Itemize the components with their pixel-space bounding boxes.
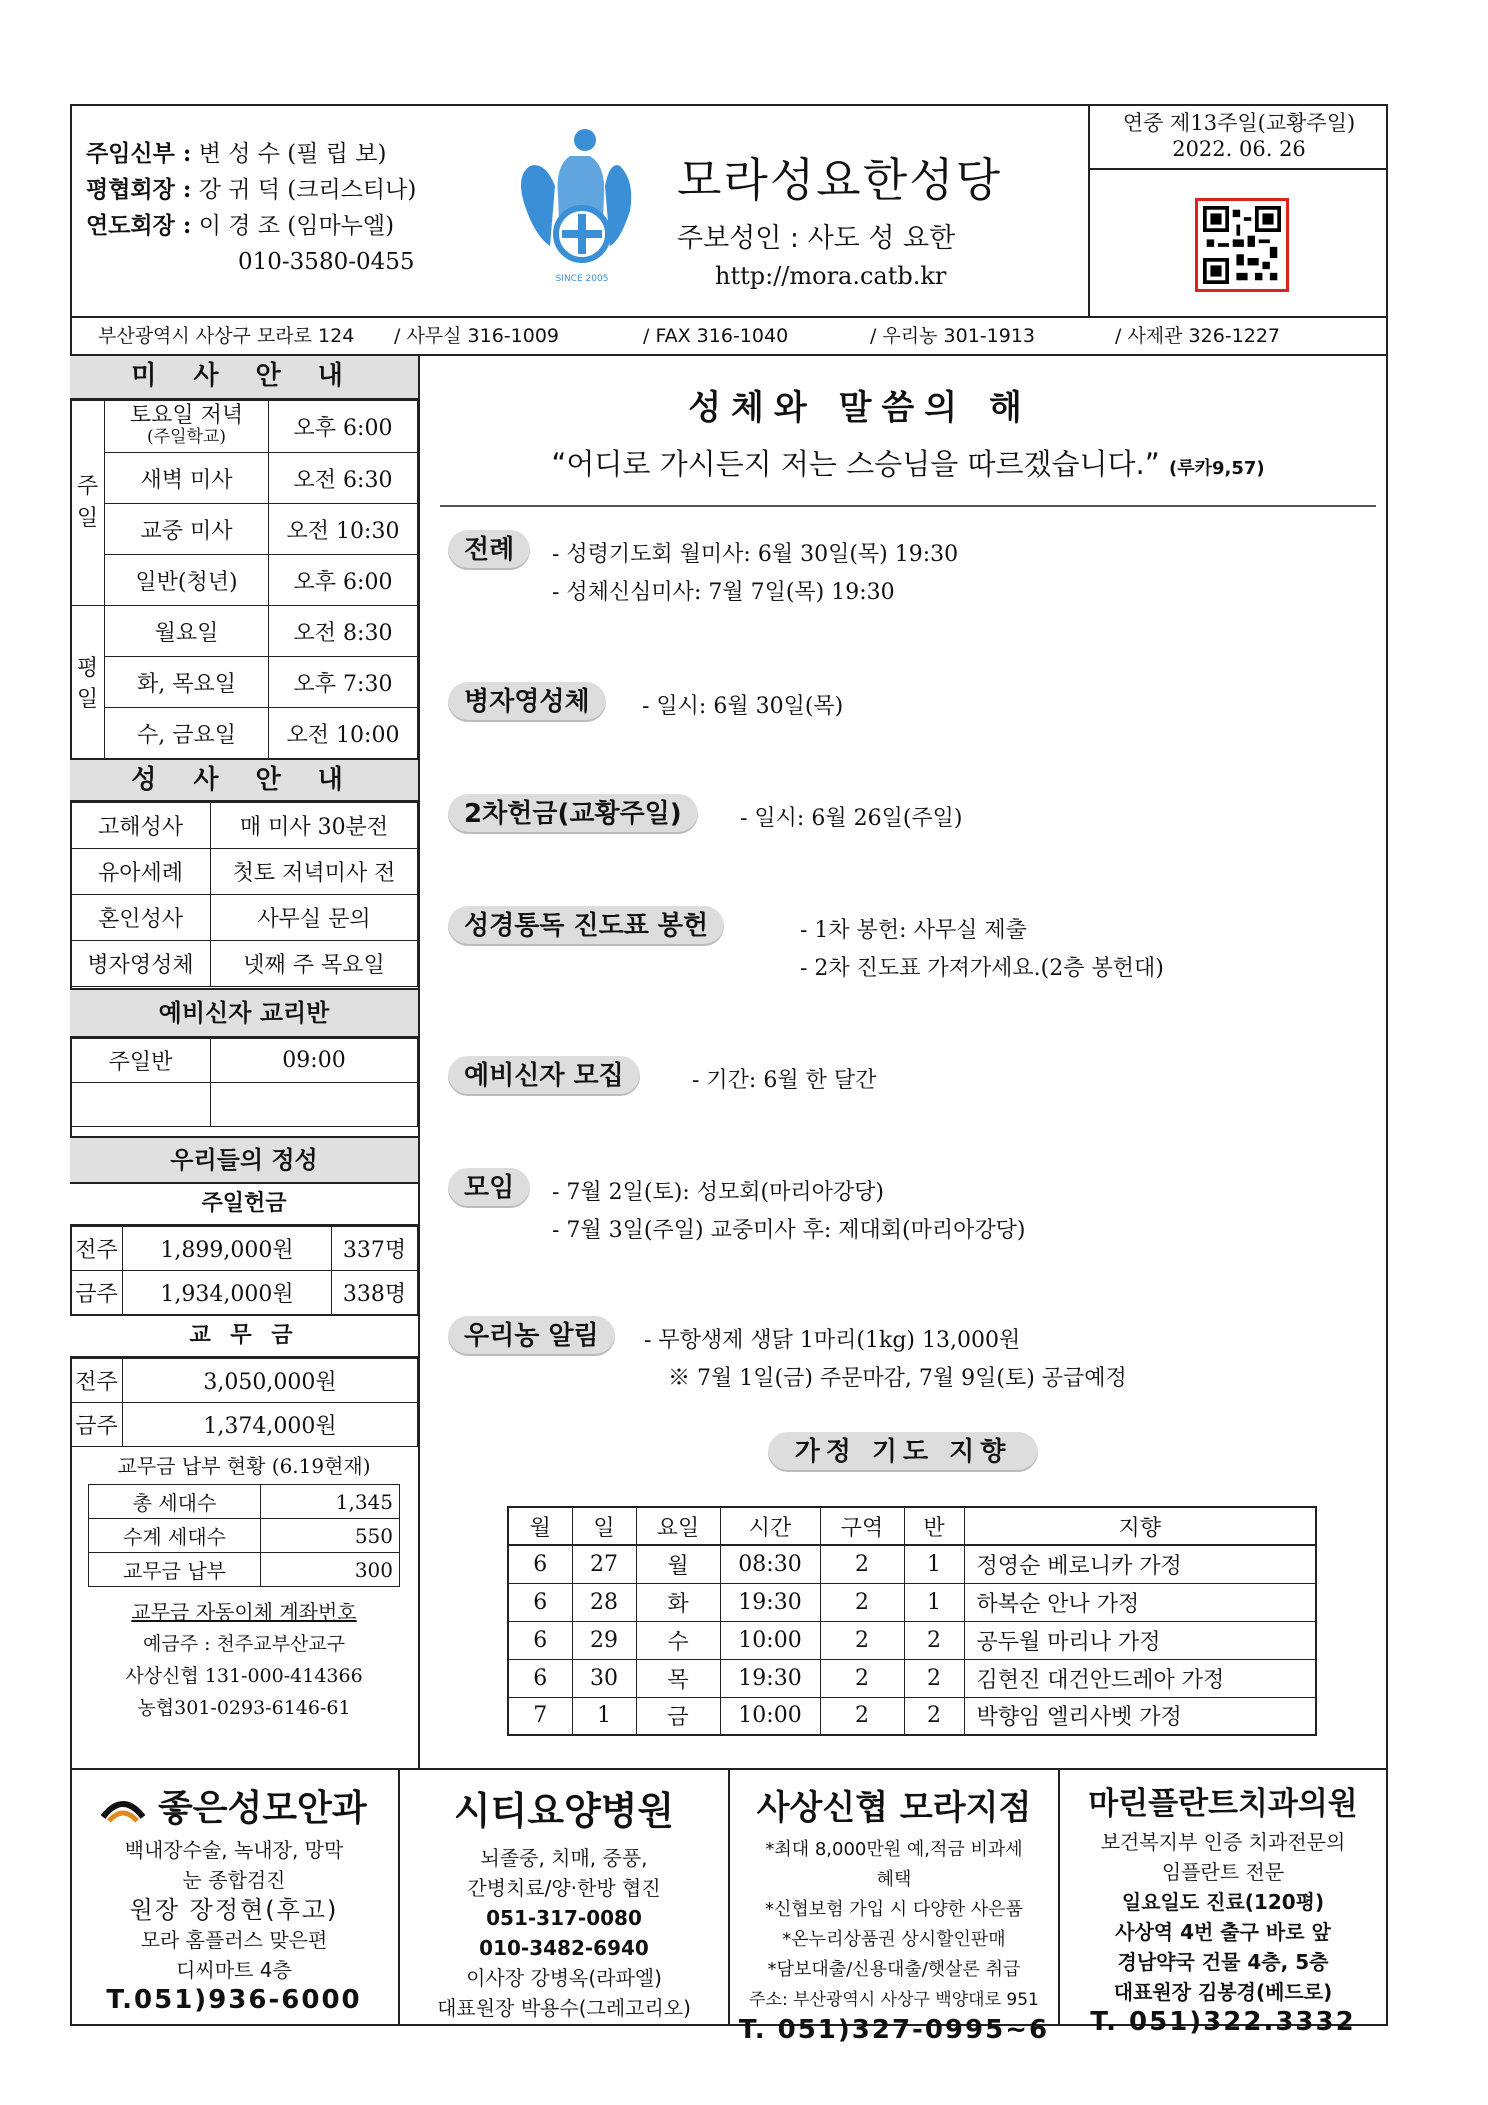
catechumen-section-title: 예비신자 교리반 — [70, 988, 418, 1038]
status-value: 550 — [261, 1519, 400, 1553]
catechumen-table — [70, 1038, 418, 1127]
cell: 2 — [820, 1659, 904, 1697]
cell: 박향임 엘리사벳 가정 — [964, 1697, 1316, 1735]
quote-text: “어디로 가시든지 저는 스승님을 따르겠습니다.” — [551, 447, 1160, 481]
dues-status-title: 교무금 납부 현황 (6.19현재) — [117, 1454, 371, 1478]
cell: 7 — [508, 1697, 572, 1735]
col-month: 월 — [508, 1507, 572, 1545]
catechumen-time — [211, 1083, 418, 1127]
col-district: 구역 — [820, 1507, 904, 1545]
mass-time: 오전 10:00 — [269, 708, 418, 759]
col-weekday: 요일 — [636, 1507, 720, 1545]
col-time: 시간 — [720, 1507, 820, 1545]
mass-time: 오후 6:00 — [269, 555, 418, 606]
notice-label-bible-reading: 성경통독 진도표 봉헌 — [448, 906, 724, 946]
notice-line: - 7월 2일(토): 성모회(마리아강당) — [552, 1180, 884, 1205]
cell: 금 — [636, 1697, 720, 1735]
notice-line: - 1차 봉헌: 사무실 제출 — [800, 918, 1027, 943]
title-divider — [440, 505, 1376, 507]
status-value: 1,345 — [261, 1485, 400, 1519]
mass-name: 일반(청년) — [105, 555, 269, 606]
notice-label-meetings: 모임 — [448, 1168, 530, 1208]
ad-line: *온누리상품권 상시할인판매 — [782, 1929, 1006, 1950]
account-title: 교무금 자동이체 계좌번호 — [131, 1600, 357, 1624]
cell: 6 — [508, 1659, 572, 1697]
ad-title: 사상신협 모라지점 — [756, 1788, 1032, 1828]
ad-phone: T. 051)322.3332 — [1090, 2007, 1356, 2037]
notice-line: - 성령기도회 월미사: 6월 30일(목) 19:30 — [552, 542, 959, 567]
ad-dental-clinic — [1060, 1770, 1386, 2037]
ad-line: 보건복지부 인증 치과전문의 — [1100, 1830, 1346, 1854]
cell: 28 — [572, 1583, 636, 1621]
quote-reference: (루카9,57) — [1168, 458, 1265, 479]
cell: 2 — [904, 1697, 964, 1735]
ads-footer — [70, 1768, 1388, 2045]
cell: 1 — [904, 1583, 964, 1621]
catechumen-class: 주일반 — [71, 1039, 211, 1083]
sacrament-info: 넷째 주 목요일 — [211, 941, 418, 987]
notice-line: - 성체신심미사: 7월 7일(목) 19:30 — [552, 580, 895, 605]
ad-line: 간병치료/양·한방 협진 — [467, 1876, 661, 1900]
account-lines — [70, 1628, 418, 1724]
date-box — [1088, 104, 1388, 318]
sacrament-section-title: 성 사 안 내 — [70, 758, 418, 802]
offering-count: 337명 — [332, 1227, 418, 1271]
ad-title: 좋은성모안과 — [70, 1780, 398, 1831]
ad-line: 원장 장정현(후고) — [129, 1896, 339, 1924]
account-shinhyup: 사상신협 131-000-414366 — [125, 1665, 363, 1687]
mass-name: 월요일 — [105, 606, 269, 657]
notice-line: - 무항생제 생닭 1마리(1kg) 13,000원 — [644, 1328, 1021, 1353]
notice-line: - 기간: 6월 한 달간 — [692, 1068, 877, 1093]
cell: 2 — [820, 1621, 904, 1659]
cell: 08:30 — [720, 1545, 820, 1583]
cell: 19:30 — [720, 1583, 820, 1621]
urinong-phone: / 우리농 301-1913 — [870, 325, 1036, 347]
cell: 6 — [508, 1545, 572, 1583]
ad-line: 주소: 부산광역시 사상구 백양대로 951 — [749, 1990, 1039, 2010]
sacrament-info: 사무실 문의 — [211, 895, 418, 941]
prayer-intention-table — [507, 1506, 1317, 1736]
parish-url[interactable]: http://mora.catb.kr — [715, 262, 947, 290]
status-label: 총 세대수 — [89, 1485, 261, 1519]
ad-line: 일요일도 진료(120평) — [1121, 1890, 1325, 1914]
ad-line: 임플란트 전문 — [1161, 1860, 1285, 1884]
ad-line: 뇌졸중, 치매, 중풍, — [480, 1846, 648, 1870]
ad-line: 디씨마트 4층 — [176, 1958, 292, 1982]
week-name: 연중 제13주일(교황주일) — [1122, 111, 1356, 135]
cell: 29 — [572, 1621, 636, 1659]
catechumen-time: 09:00 — [211, 1039, 418, 1083]
ad-line: 대표원장 김봉경(베드로) — [1113, 1980, 1333, 2004]
dues-amount: 3,050,000원 — [123, 1359, 418, 1403]
cell: 정영순 베로니카 가정 — [964, 1545, 1316, 1583]
staff-council-head: 평협회장 : 강 귀 덕 (크리스티나) — [86, 176, 417, 203]
table-row — [508, 1583, 1316, 1621]
ad-line: 경남약국 건물 4층, 5층 — [1117, 1950, 1329, 1974]
ad-phone: T.051)936-6000 — [106, 1985, 362, 2015]
staff-priest: 주임신부 : 변 성 수 (필 립 보) — [86, 140, 387, 167]
staff-prayer-head: 연도회장 : 이 경 조 (임마누엘) — [86, 212, 395, 239]
rectory-phone: / 사제관 326-1227 — [1115, 325, 1281, 347]
ad-line: 010-3482-6940 — [479, 1936, 649, 1960]
offering-count: 338명 — [332, 1271, 418, 1315]
mass-name: 토요일 저녁 (주일학교) — [105, 401, 269, 453]
dues-status-table — [88, 1484, 400, 1587]
account-nonghyup: 농협301-0293-6146-61 — [137, 1697, 351, 1719]
sacrament-table — [70, 802, 418, 987]
sacrament-name: 고해성사 — [71, 803, 211, 849]
sacrament-name: 유아세례 — [71, 849, 211, 895]
status-label: 교무금 납부 — [89, 1553, 261, 1587]
cell: 월 — [636, 1545, 720, 1583]
cell: 2 — [820, 1697, 904, 1735]
cell: 19:30 — [720, 1659, 820, 1697]
cell: 27 — [572, 1545, 636, 1583]
catechumen-class — [71, 1083, 211, 1127]
mass-time: 오전 10:30 — [269, 504, 418, 555]
offering-amount: 1,934,000원 — [123, 1271, 332, 1315]
cell: 10:00 — [720, 1621, 820, 1659]
ad-line: 모라 홈플러스 맞은편 — [140, 1928, 328, 1952]
dues-week: 금주 — [71, 1403, 123, 1447]
ad-credit-union — [730, 1770, 1060, 2045]
office-phone: / 사무실 316-1009 — [394, 325, 560, 347]
sacrament-info: 첫토 저녁미사 전 — [211, 849, 418, 895]
ad-line: 혜택 — [876, 1869, 912, 1890]
prayer-intention-title: 가정 기도 지향 — [768, 1432, 1038, 1472]
cell: 화 — [636, 1583, 720, 1621]
ad-line: 눈 종합검진 — [182, 1868, 286, 1892]
sunday-offering-title: 주일헌금 — [70, 1182, 418, 1226]
mass-time: 오전 8:30 — [269, 606, 418, 657]
col-intention: 지향 — [964, 1507, 1316, 1545]
left-column — [70, 356, 420, 1768]
offering-section-title: 우리들의 정성 — [70, 1136, 418, 1184]
qr-code-icon[interactable] — [1195, 198, 1289, 292]
patron-saint: 주보성인 : 사도 성 요한 — [677, 223, 956, 254]
ad-phone: T. 051)327-0995~6 — [738, 2015, 1050, 2045]
notice-label-sick-communion: 병자영성체 — [448, 682, 606, 722]
cell: 김현진 대건안드레아 가정 — [964, 1659, 1316, 1697]
dues-amount: 1,374,000원 — [123, 1403, 418, 1447]
weekday-label: 평 일 — [71, 606, 105, 759]
account-holder: 예금주 : 천주교부산교구 — [142, 1633, 346, 1655]
notice-label-liturgy: 전례 — [448, 530, 530, 570]
sacrament-info: 매 미사 30분전 — [211, 803, 418, 849]
ad-title: 시티요양병원 — [453, 1789, 675, 1833]
cell: 2 — [820, 1583, 904, 1621]
mass-time: 오후 6:00 — [269, 401, 418, 453]
notice-line: ※ 7월 1일(금) 주문마감, 7월 9일(토) 공급예정 — [668, 1366, 1127, 1391]
year-title: 성체와 말씀의 해 — [688, 388, 1032, 428]
table-row — [508, 1545, 1316, 1583]
staff-list — [86, 136, 416, 280]
notice-label-catechumen-recruit: 예비신자 모집 — [448, 1056, 640, 1096]
table-row — [508, 1697, 1316, 1735]
col-group: 반 — [904, 1507, 964, 1545]
staff-phone: 010-3580-0455 — [238, 249, 415, 275]
notice-label-second-collection: 2차헌금(교황주일) — [448, 794, 698, 834]
ad-line: 사상역 4번 출구 바로 앞 — [1115, 1920, 1331, 1944]
sacrament-name: 혼인성사 — [71, 895, 211, 941]
parish-name: 모라성요한성당 — [677, 153, 1003, 207]
parish-logo-icon — [510, 126, 650, 286]
status-value: 300 — [261, 1553, 400, 1587]
mass-name: 교중 미사 — [105, 504, 269, 555]
mass-section-title: 미 사 안 내 — [70, 356, 418, 400]
cell: 2 — [820, 1545, 904, 1583]
cell: 30 — [572, 1659, 636, 1697]
ad-line: *최대 8,000만원 예,적금 비과세 — [765, 1839, 1023, 1860]
mass-time: 오전 6:30 — [269, 453, 418, 504]
status-label: 수계 세대수 — [89, 1519, 261, 1553]
cell: 1 — [904, 1545, 964, 1583]
dues-title: 교 무 금 — [70, 1314, 418, 1358]
ad-line: 대표원장 박용수(그레고리오) — [437, 1996, 691, 2020]
eye-logo-icon — [101, 1795, 145, 1825]
ad-line: *신협보험 가입 시 다양한 사은품 — [765, 1899, 1023, 1920]
ad-line: *담보대출/신용대출/햇살론 취급 — [767, 1959, 1021, 1980]
notice-line: - 일시: 6월 30일(목) — [642, 694, 844, 719]
mass-name: 수, 금요일 — [105, 708, 269, 759]
cell: 1 — [572, 1697, 636, 1735]
cell: 2 — [904, 1659, 964, 1697]
address-bar — [70, 318, 1388, 356]
cell: 6 — [508, 1621, 572, 1659]
cell: 하복순 안나 가정 — [964, 1583, 1316, 1621]
scripture-quote — [440, 442, 1376, 483]
sacrament-name: 병자영성체 — [71, 941, 211, 987]
cell: 6 — [508, 1583, 572, 1621]
logo-since-text: SINCE 2005 — [555, 274, 609, 284]
liturgical-week — [1090, 104, 1388, 170]
fax: / FAX 316-1040 — [643, 325, 789, 347]
offering-week: 전주 — [71, 1227, 123, 1271]
ad-nursing-hospital — [400, 1770, 730, 2026]
sunday-label: 주 일 — [71, 401, 105, 606]
notice-line: - 7월 3일(주일) 교중미사 후: 제대회(마리아강당) — [552, 1218, 1026, 1243]
ad-line: 051-317-0080 — [486, 1906, 642, 1930]
cell: 수 — [636, 1621, 720, 1659]
notice-label-urinong: 우리농 알림 — [448, 1316, 615, 1356]
table-row — [508, 1659, 1316, 1697]
mass-time: 오후 7:30 — [269, 657, 418, 708]
cell: 공두월 마리나 가정 — [964, 1621, 1316, 1659]
bulletin-date: 2022. 06. 26 — [1172, 137, 1306, 161]
col-day: 일 — [572, 1507, 636, 1545]
mass-table — [70, 400, 418, 759]
notice-line: - 일시: 6월 26일(주일) — [740, 806, 963, 831]
notice-line: - 2차 진도표 가져가세요.(2층 봉헌대) — [800, 956, 1164, 981]
sunday-offering-table — [70, 1226, 418, 1315]
dues-table — [70, 1358, 418, 1447]
ad-eye-clinic — [70, 1770, 400, 2026]
dues-week: 전주 — [71, 1359, 123, 1403]
ad-line: 백내장수술, 녹내장, 망막 — [124, 1838, 344, 1862]
cell: 목 — [636, 1659, 720, 1697]
mass-name: 새벽 미사 — [105, 453, 269, 504]
ad-line: 이사장 강병옥(라파엘) — [466, 1966, 662, 1990]
cell: 10:00 — [720, 1697, 820, 1735]
header — [70, 104, 1388, 318]
ad-title: 마린플란트치과의원 — [1088, 1786, 1358, 1822]
table-row — [508, 1621, 1316, 1659]
address: 부산광역시 사상구 모라로 124 — [98, 325, 355, 347]
offering-week: 금주 — [71, 1271, 123, 1315]
offering-amount: 1,899,000원 — [123, 1227, 332, 1271]
cell: 2 — [904, 1621, 964, 1659]
mass-name: 화, 목요일 — [105, 657, 269, 708]
